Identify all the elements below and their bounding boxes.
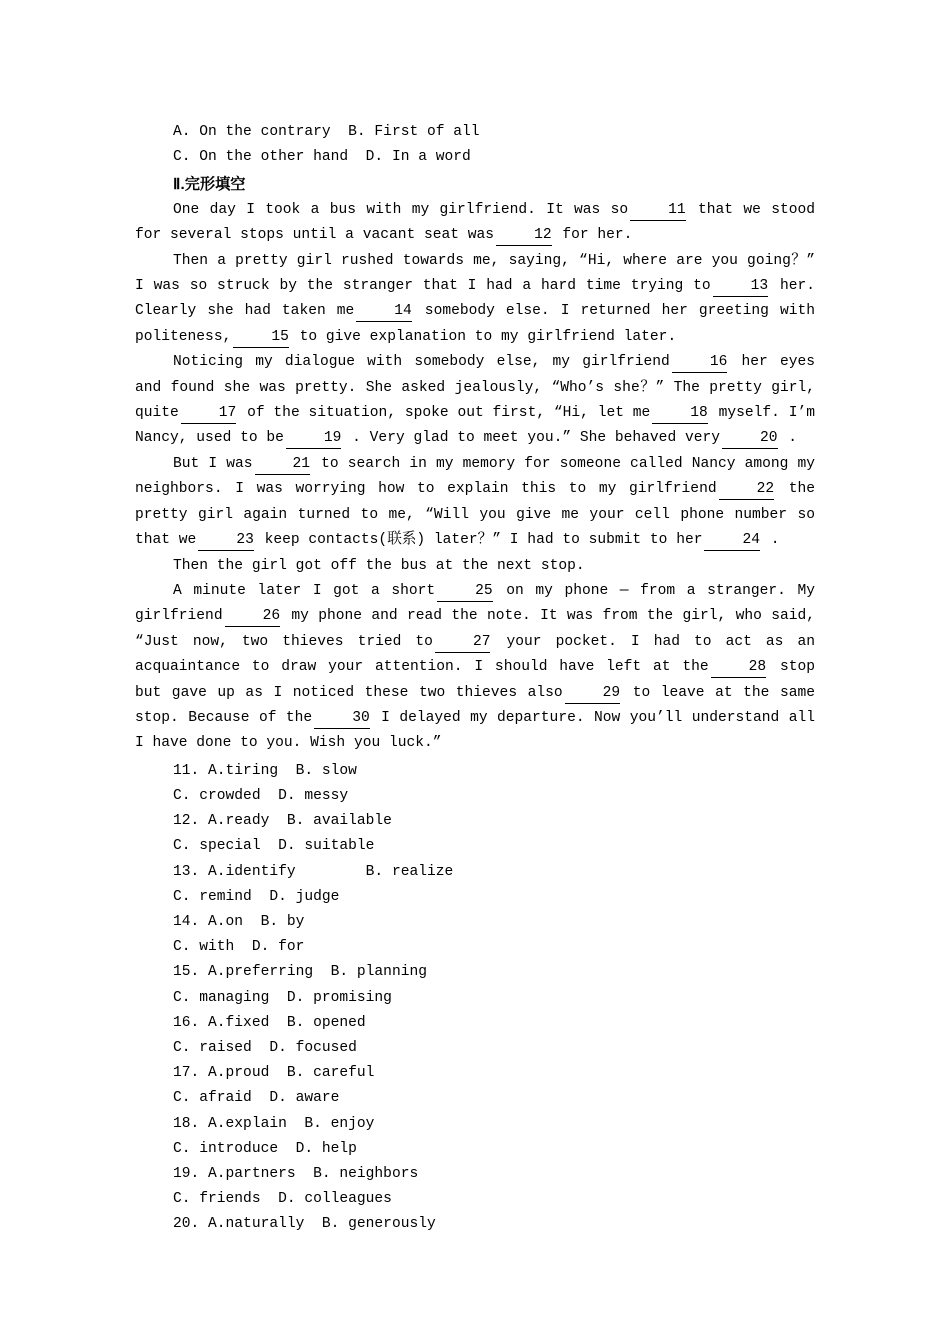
choice-line-q16-2[interactable]: C. raised D. focused <box>173 1039 357 1056</box>
answer-blank-20[interactable]: 20 <box>722 429 778 449</box>
choice-line-q15-1[interactable]: 15. A.preferring B. planning <box>173 964 427 981</box>
choice-line-q14-2[interactable]: C. with D. for <box>173 939 305 956</box>
choice-line-q18-1[interactable]: 18. A.explain B. enjoy <box>173 1115 375 1132</box>
passage-paragraph <box>135 350 815 452</box>
choice-line-q14-1[interactable]: 14. A.on B. by <box>173 913 305 930</box>
answer-blank-18[interactable]: 18 <box>652 404 708 424</box>
answer-blank-24[interactable]: 24 <box>704 531 760 551</box>
answer-blank-16[interactable]: 16 <box>672 353 728 373</box>
passage-text: Then the girl got off the bus at the next stop. <box>173 557 585 574</box>
passage-text: keep contacts(联系) later？” I had to submit to her <box>255 532 703 549</box>
answer-blank-19[interactable]: 19 <box>286 429 342 449</box>
section-heading <box>135 171 815 198</box>
passage-text: that we stood for several stops until a vacant seat was <box>135 201 816 244</box>
answer-blank-28[interactable]: 28 <box>711 658 767 678</box>
passage-text: the pretty girl again turned to me, “Will you give me your cell phone number so that we <box>135 481 816 549</box>
top-option-line-2: C. On the other hand D. In a word <box>173 149 471 166</box>
passage-text: Then a pretty girl rushed towards me, saying, “Hi, where are you going？” I was so struck by the stranger that I had a hard time trying to <box>135 252 815 295</box>
passage-text: her eyes and found she was pretty. She asked jealously, “Who’s she？” The pretty girl, quite <box>135 354 815 422</box>
section-title: 完形填空 <box>184 175 246 193</box>
choice-line-q19-1[interactable]: 19. A.partners B. neighbors <box>173 1166 419 1182</box>
passage-text: somebody else. I returned her greeting with politeness, <box>135 303 815 345</box>
answer-blank-15[interactable]: 15 <box>233 328 289 348</box>
passage-text: One day I took a bus with my girlfriend. It was so <box>173 201 629 218</box>
passage-paragraph <box>135 198 815 249</box>
choice-line-q12-1[interactable]: 12. A.ready B. available <box>173 813 392 830</box>
choice-line-q11-2[interactable]: C. crowded D. messy <box>173 787 349 804</box>
choice-line-q11-1[interactable]: 11. A.tiring B. slow <box>173 762 357 779</box>
passage-text: her. Clearly she had taken me <box>135 278 815 320</box>
passage-text: to leave at the same stop. Because of the <box>135 684 815 726</box>
top-option-line-1: A. On the contrary B. First of all <box>173 124 480 140</box>
answer-blank-17[interactable]: 17 <box>181 404 237 424</box>
passage-text: on my phone — from a stranger. My girlfriend <box>135 582 816 625</box>
answer-blank-21[interactable]: 21 <box>255 455 311 475</box>
choice-line-q16-1[interactable]: 16. A.fixed B. opened <box>173 1014 366 1031</box>
passage-text: my phone and read the note. It was from the girl, who said, “Just now, two thieves tried to <box>135 608 815 650</box>
answer-blank-30[interactable]: 30 <box>314 709 370 729</box>
passage-text: . Very glad to meet you.” She behaved very <box>343 430 720 447</box>
choice-line-q20-1[interactable]: 20. A.naturally B. generously <box>173 1216 436 1233</box>
passage-text: I delayed my departure. Now you’ll understand all I have done to you. Wish you luck.” <box>135 709 815 752</box>
question-choices-list <box>135 759 815 1238</box>
passage-text: to give explanation to my girlfriend later. <box>290 328 677 345</box>
choice-line-q13-1[interactable]: 13. A.identify B. realize <box>173 863 454 880</box>
choice-line-q17-2[interactable]: C. afraid D. aware <box>173 1090 340 1107</box>
section-number: Ⅱ. <box>173 175 185 193</box>
answer-blank-11[interactable]: 11 <box>630 201 686 221</box>
passage-text: . <box>779 430 798 447</box>
document-body <box>135 120 815 1238</box>
passage-text: stop but gave up as I noticed these two thieves also <box>135 659 815 701</box>
answer-blank-22[interactable]: 22 <box>719 480 775 500</box>
passage-text: for her. <box>553 227 633 244</box>
answer-blank-23[interactable]: 23 <box>198 531 254 551</box>
passage-text: myself. I’m Nancy, used to be <box>135 405 815 447</box>
choice-line-q19-2[interactable]: C. friends D. colleagues <box>173 1191 392 1208</box>
answer-blank-27[interactable]: 27 <box>435 633 491 653</box>
answer-blank-14[interactable]: 14 <box>356 302 412 322</box>
passage-text: . <box>761 532 780 549</box>
passage-paragraph <box>135 452 815 554</box>
answer-blank-25[interactable]: 25 <box>437 582 493 602</box>
answer-blank-26[interactable]: 26 <box>225 607 281 627</box>
passage-text: A minute later I got a short <box>173 582 436 599</box>
passage-paragraph <box>135 554 815 579</box>
passage-text: But I was <box>173 455 253 472</box>
choice-line-q17-1[interactable]: 17. A.proud B. careful <box>173 1065 375 1082</box>
choice-line-q15-2[interactable]: C. managing D. promising <box>173 989 392 1006</box>
answer-blank-29[interactable]: 29 <box>565 684 621 704</box>
answer-blank-12[interactable]: 12 <box>496 226 552 246</box>
passage-text: your pocket. I had to act as an acquaintance to draw your attention. I should have left at the <box>135 633 815 676</box>
passage-paragraph <box>135 579 815 757</box>
choice-line-q18-2[interactable]: C. introduce D. help <box>173 1140 357 1157</box>
choice-line-q13-2[interactable]: C. remind D. judge <box>173 888 340 905</box>
answer-blank-13[interactable]: 13 <box>713 277 769 297</box>
passage-text: Noticing my dialogue with somebody else, my girlfriend <box>173 354 670 371</box>
passage-text: to search in my memory for someone called Nancy among my neighbors. I was worrying how to explain this to my girlfriend <box>135 455 815 498</box>
passage-paragraph <box>135 249 815 351</box>
passage-container <box>135 198 815 757</box>
choice-line-q12-2[interactable]: C. special D. suitable <box>173 838 375 855</box>
passage-text: of the situation, spoke out first, “Hi, let me <box>238 405 651 422</box>
